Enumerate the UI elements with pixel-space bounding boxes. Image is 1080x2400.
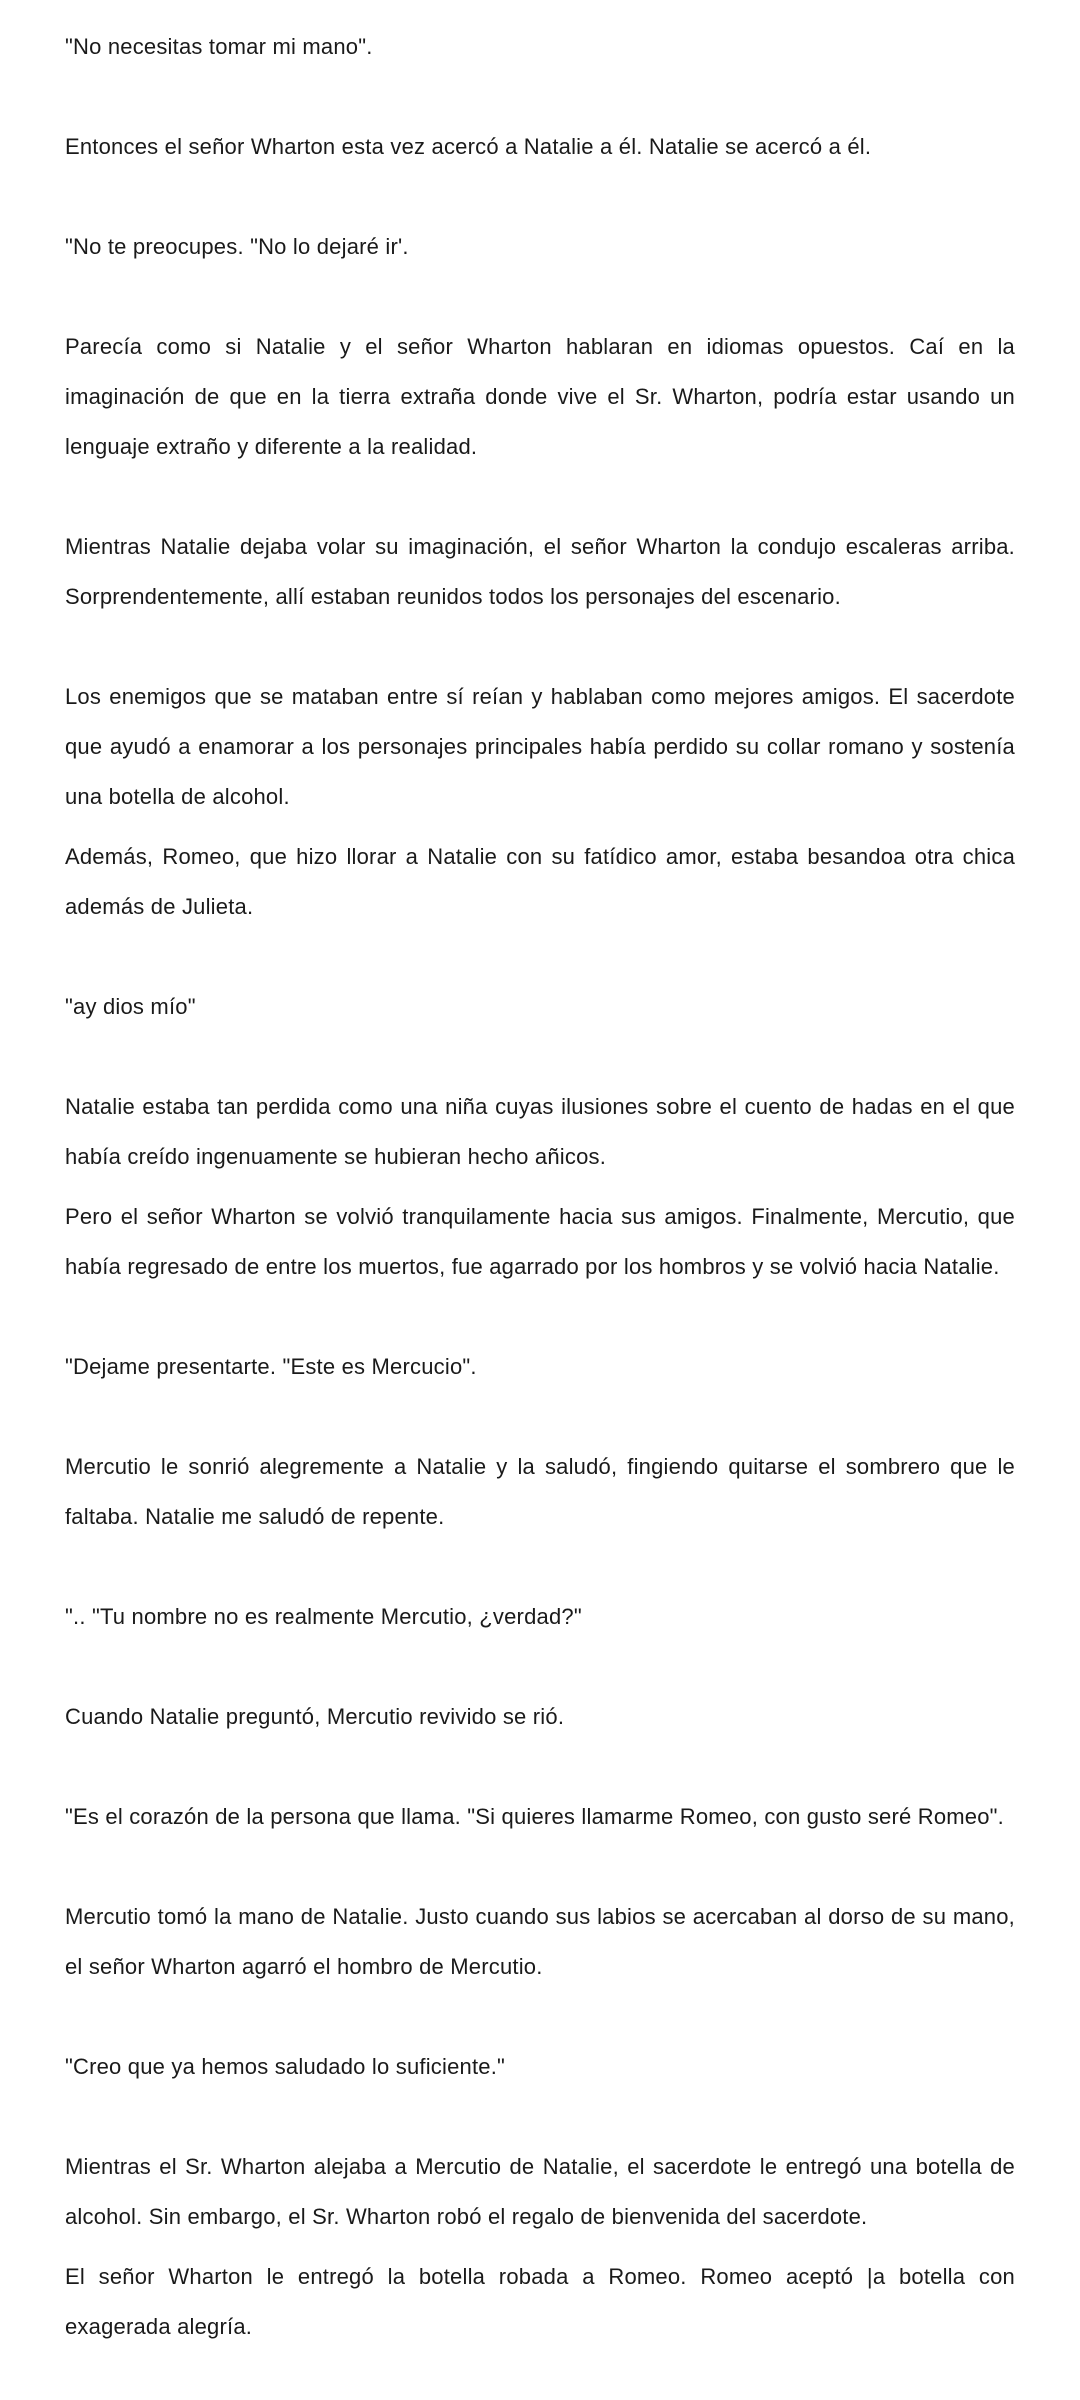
paragraph: Los enemigos que se mataban entre sí reían y hablaban como mejores amigos. El sacerdote que ayudó a enamorar a los personajes principales había perdido su collar romano y sostenía una botella de alcohol. [65,684,1015,809]
paragraph: "No te preocupes. "No lo dejaré ir'. [65,234,409,259]
paragraph: "ay dios mío" [65,994,196,1019]
paragraph: Mientras el Sr. Wharton alejaba a Mercutio de Natalie, el sacerdote le entregó una botella de alcohol. Sin embargo, el Sr. Wharton robó el regalo de bienvenida del sacerdote. [65,2154,1015,2229]
paragraph: Pero el señor Wharton se volvió tranquilamente hacia sus amigos. Finalmente, Mercutio, que había regresado de entre los muertos, fue agarrado por los hombros y se volvió hacia Natalie. [65,1204,1015,1279]
paragraph: Mientras Natalie dejaba volar su imaginación, el señor Wharton la condujo escaleras arriba. Sorprendentemente, allí estaban reunidos todos los personajes del escenario. [65,534,1015,609]
paragraph: "Dejame presentarte. "Este es Mercucio". [65,1354,477,1379]
paragraph: Cuando Natalie preguntó, Mercutio revivido se rió. [65,1704,565,1729]
paragraph: "Creo que ya hemos saludado lo suficiente." [65,2054,506,2079]
paragraph: Además, Romeo, que hizo llorar a Natalie con su fatídico amor, estaba besandoa otra chica además de Julieta. [65,844,1015,919]
paragraph: Mercutio tomó la mano de Natalie. Justo cuando sus labios se acercaban al dorso de su mano, el señor Wharton agarró el hombro de Mercutio. [65,1904,1015,1979]
paragraph: Natalie estaba tan perdida como una niña cuyas ilusiones sobre el cuento de hadas en el que había creído ingenuamente se hubieran hecho añicos. [65,1094,1015,1169]
paragraph: El señor Wharton le entregó la botella robada a Romeo. Romeo aceptó |a botella con exagerada alegría. [65,2264,1015,2339]
paragraph: "No necesitas tomar mi mano". [65,34,373,59]
paragraph: "Es el corazón de la persona que llama. "Si quieres llamarme Romeo, con gusto seré Romeo". [65,1804,1004,1829]
paragraph: Mercutio le sonrió alegremente a Natalie y la saludó, fingiendo quitarse el sombrero que le faltaba. Natalie me saludó de repente. [65,1454,1015,1529]
paragraph: ".. "Tu nombre no es realmente Mercutio, ¿verdad?" [65,1604,582,1629]
paragraph: Parecía como si Natalie y el señor Wharton hablaran en idiomas opuestos. Caí en la imaginación de que en la tierra extraña donde vive el Sr. Wharton, podría estar usando un lenguaje extraño y diferente a la realidad. [65,334,1015,459]
paragraph: Entonces el señor Wharton esta vez acercó a Natalie a él. Natalie se acercó a él. [65,134,872,159]
